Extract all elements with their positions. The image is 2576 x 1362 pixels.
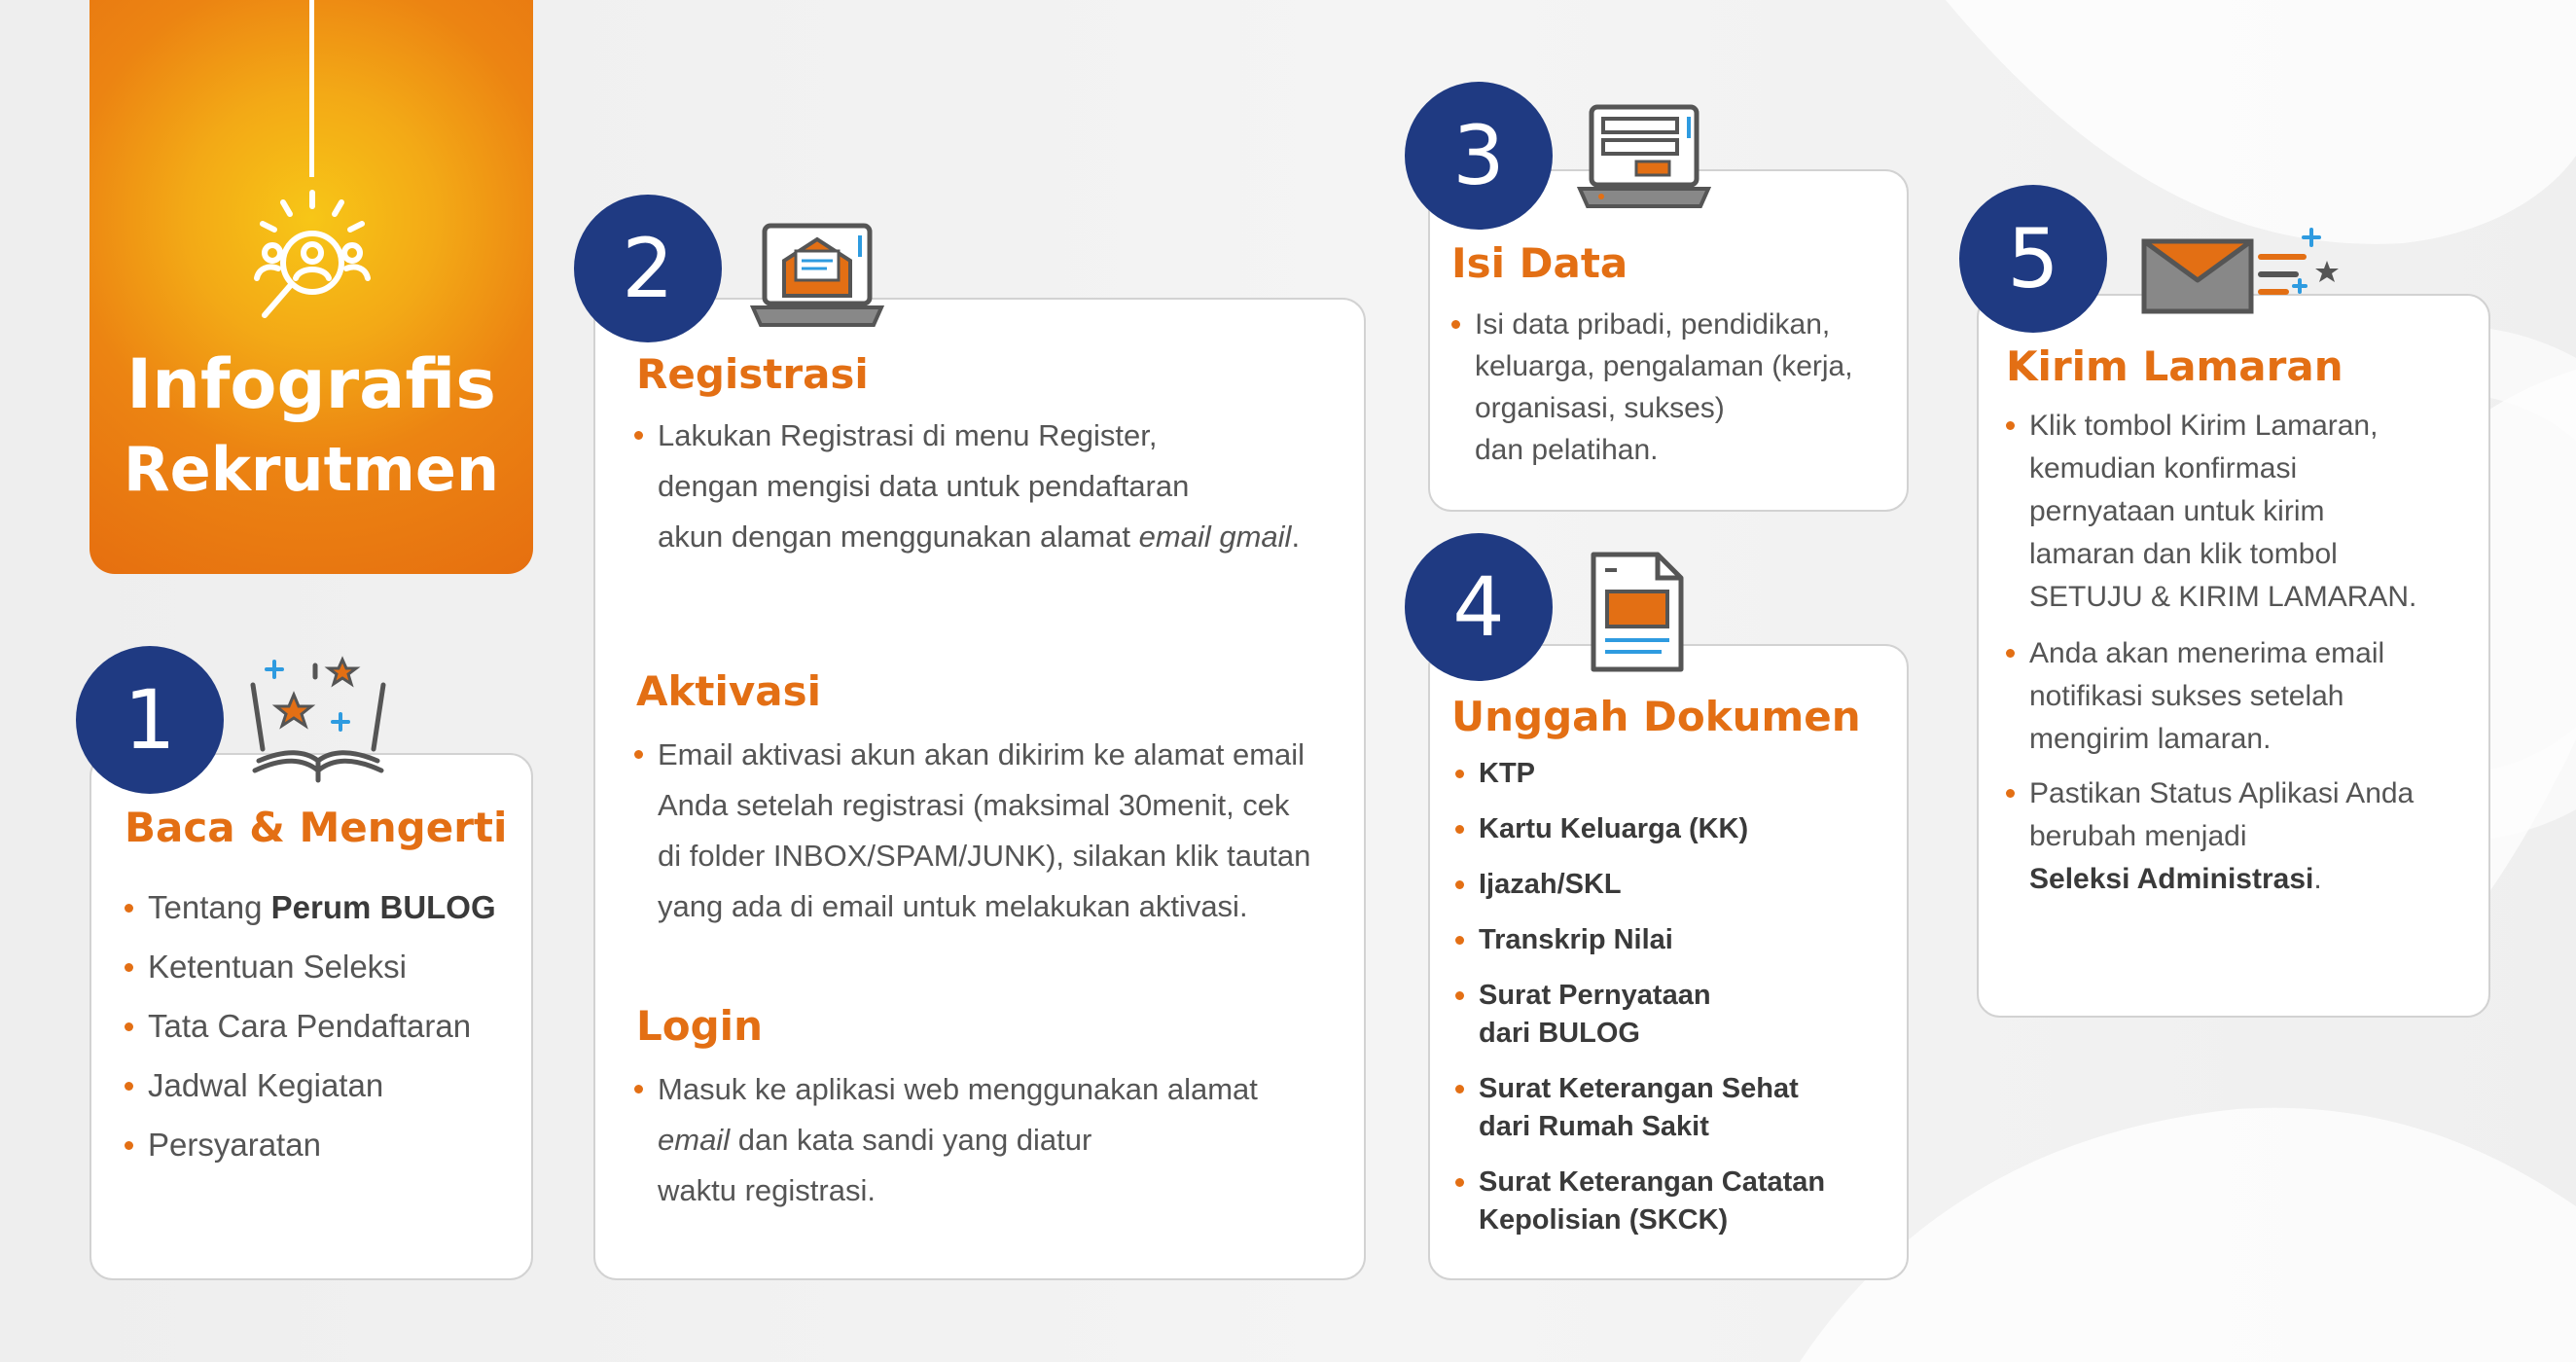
step2-login-text: Masuk ke aplikasi web menggunakan alamat email dan kata sandi yang diatur waktu registrasi. [634,1064,1354,1216]
hanging-string [309,0,314,177]
step2-aktivasi-title: Aktivasi [636,667,822,715]
send-envelope-icon [2140,224,2344,321]
list-item: Ijazah/SKL [1453,866,1901,904]
step3-number-badge: 3 [1405,82,1553,230]
step4-number-badge: 4 [1405,533,1553,681]
list-item: Jadwal Kegiatan [123,1056,531,1115]
step5-number-badge: 5 [1959,185,2107,333]
open-book-stars-icon [245,656,391,792]
list-item: Transkrip Nilai [1453,921,1901,959]
infografis-banner [89,0,533,574]
laptop-mail-icon [749,218,885,335]
step5-bullet-2: Anda akan menerima email notifikasi sukses setelah mengirim lamaran. [2006,632,2473,761]
step1-number-badge: 1 [76,646,224,794]
list-item: Tentang Perum BULOG [123,878,531,937]
document-icon [1584,549,1691,675]
step1-title: Baca & Mengerti [125,804,508,851]
list-item: Surat Pernyataan dari BULOG [1453,977,1901,1053]
list-item: Surat Keterangan Catatan Kepolisian (SKCK) [1453,1164,1901,1239]
laptop-form-icon [1576,99,1712,216]
step4-title: Unggah Dokumen [1451,693,1861,740]
step5-bullet-3: Pastikan Status Aplikasi Anda berubah menjadi Seleksi Administrasi. [2006,772,2473,901]
step2-registrasi-text: Lakukan Registrasi di menu Register, dengan mengisi data untuk pendaftaran akun dengan menggunakan alamat email gmail. [634,411,1354,562]
list-item: Persyaratan [123,1115,531,1174]
step4-list [1453,755,1901,1257]
bulb-search-people-icon [239,185,385,331]
step2-aktivasi-text: Email aktivasi akun akan dikirim ke alamat email Anda setelah registrasi (maksimal 30menit, cek di folder INBOX/SPAM/JUNK), silakan klik tautan yang ada di email untuk melakukan aktivasi. [634,730,1354,932]
list-item: Ketentuan Seleksi [123,937,531,996]
list-item: Surat Keterangan Sehat dari Rumah Sakit [1453,1070,1901,1146]
list-item: Tata Cara Pendaftaran [123,996,531,1056]
step3-text: Isi data pribadi, pendidikan, keluarga, pengalaman (kerja, organisasi, sukses) dan pelatihan. [1451,304,1899,471]
step2-number-badge: 2 [574,195,722,342]
banner-title-line2: Rekrutmen [123,434,500,505]
step1-list [123,878,531,1174]
step2-registrasi-title: Registrasi [636,350,869,398]
step5-title: Kirim Lamaran [2006,342,2343,390]
step2-login-title: Login [636,1002,763,1050]
banner-title-line1: Infografis [126,344,496,424]
step5-bullet-1: Klik tombol Kirim Lamaran, kemudian konfirmasi pernyataan untuk kirim lamaran dan klik tombol SETUJU & KIRIM LAMARAN. [2006,405,2473,619]
step3-title: Isi Data [1451,239,1628,287]
list-item: Kartu Keluarga (KK) [1453,810,1901,848]
list-item: KTP [1453,755,1901,793]
